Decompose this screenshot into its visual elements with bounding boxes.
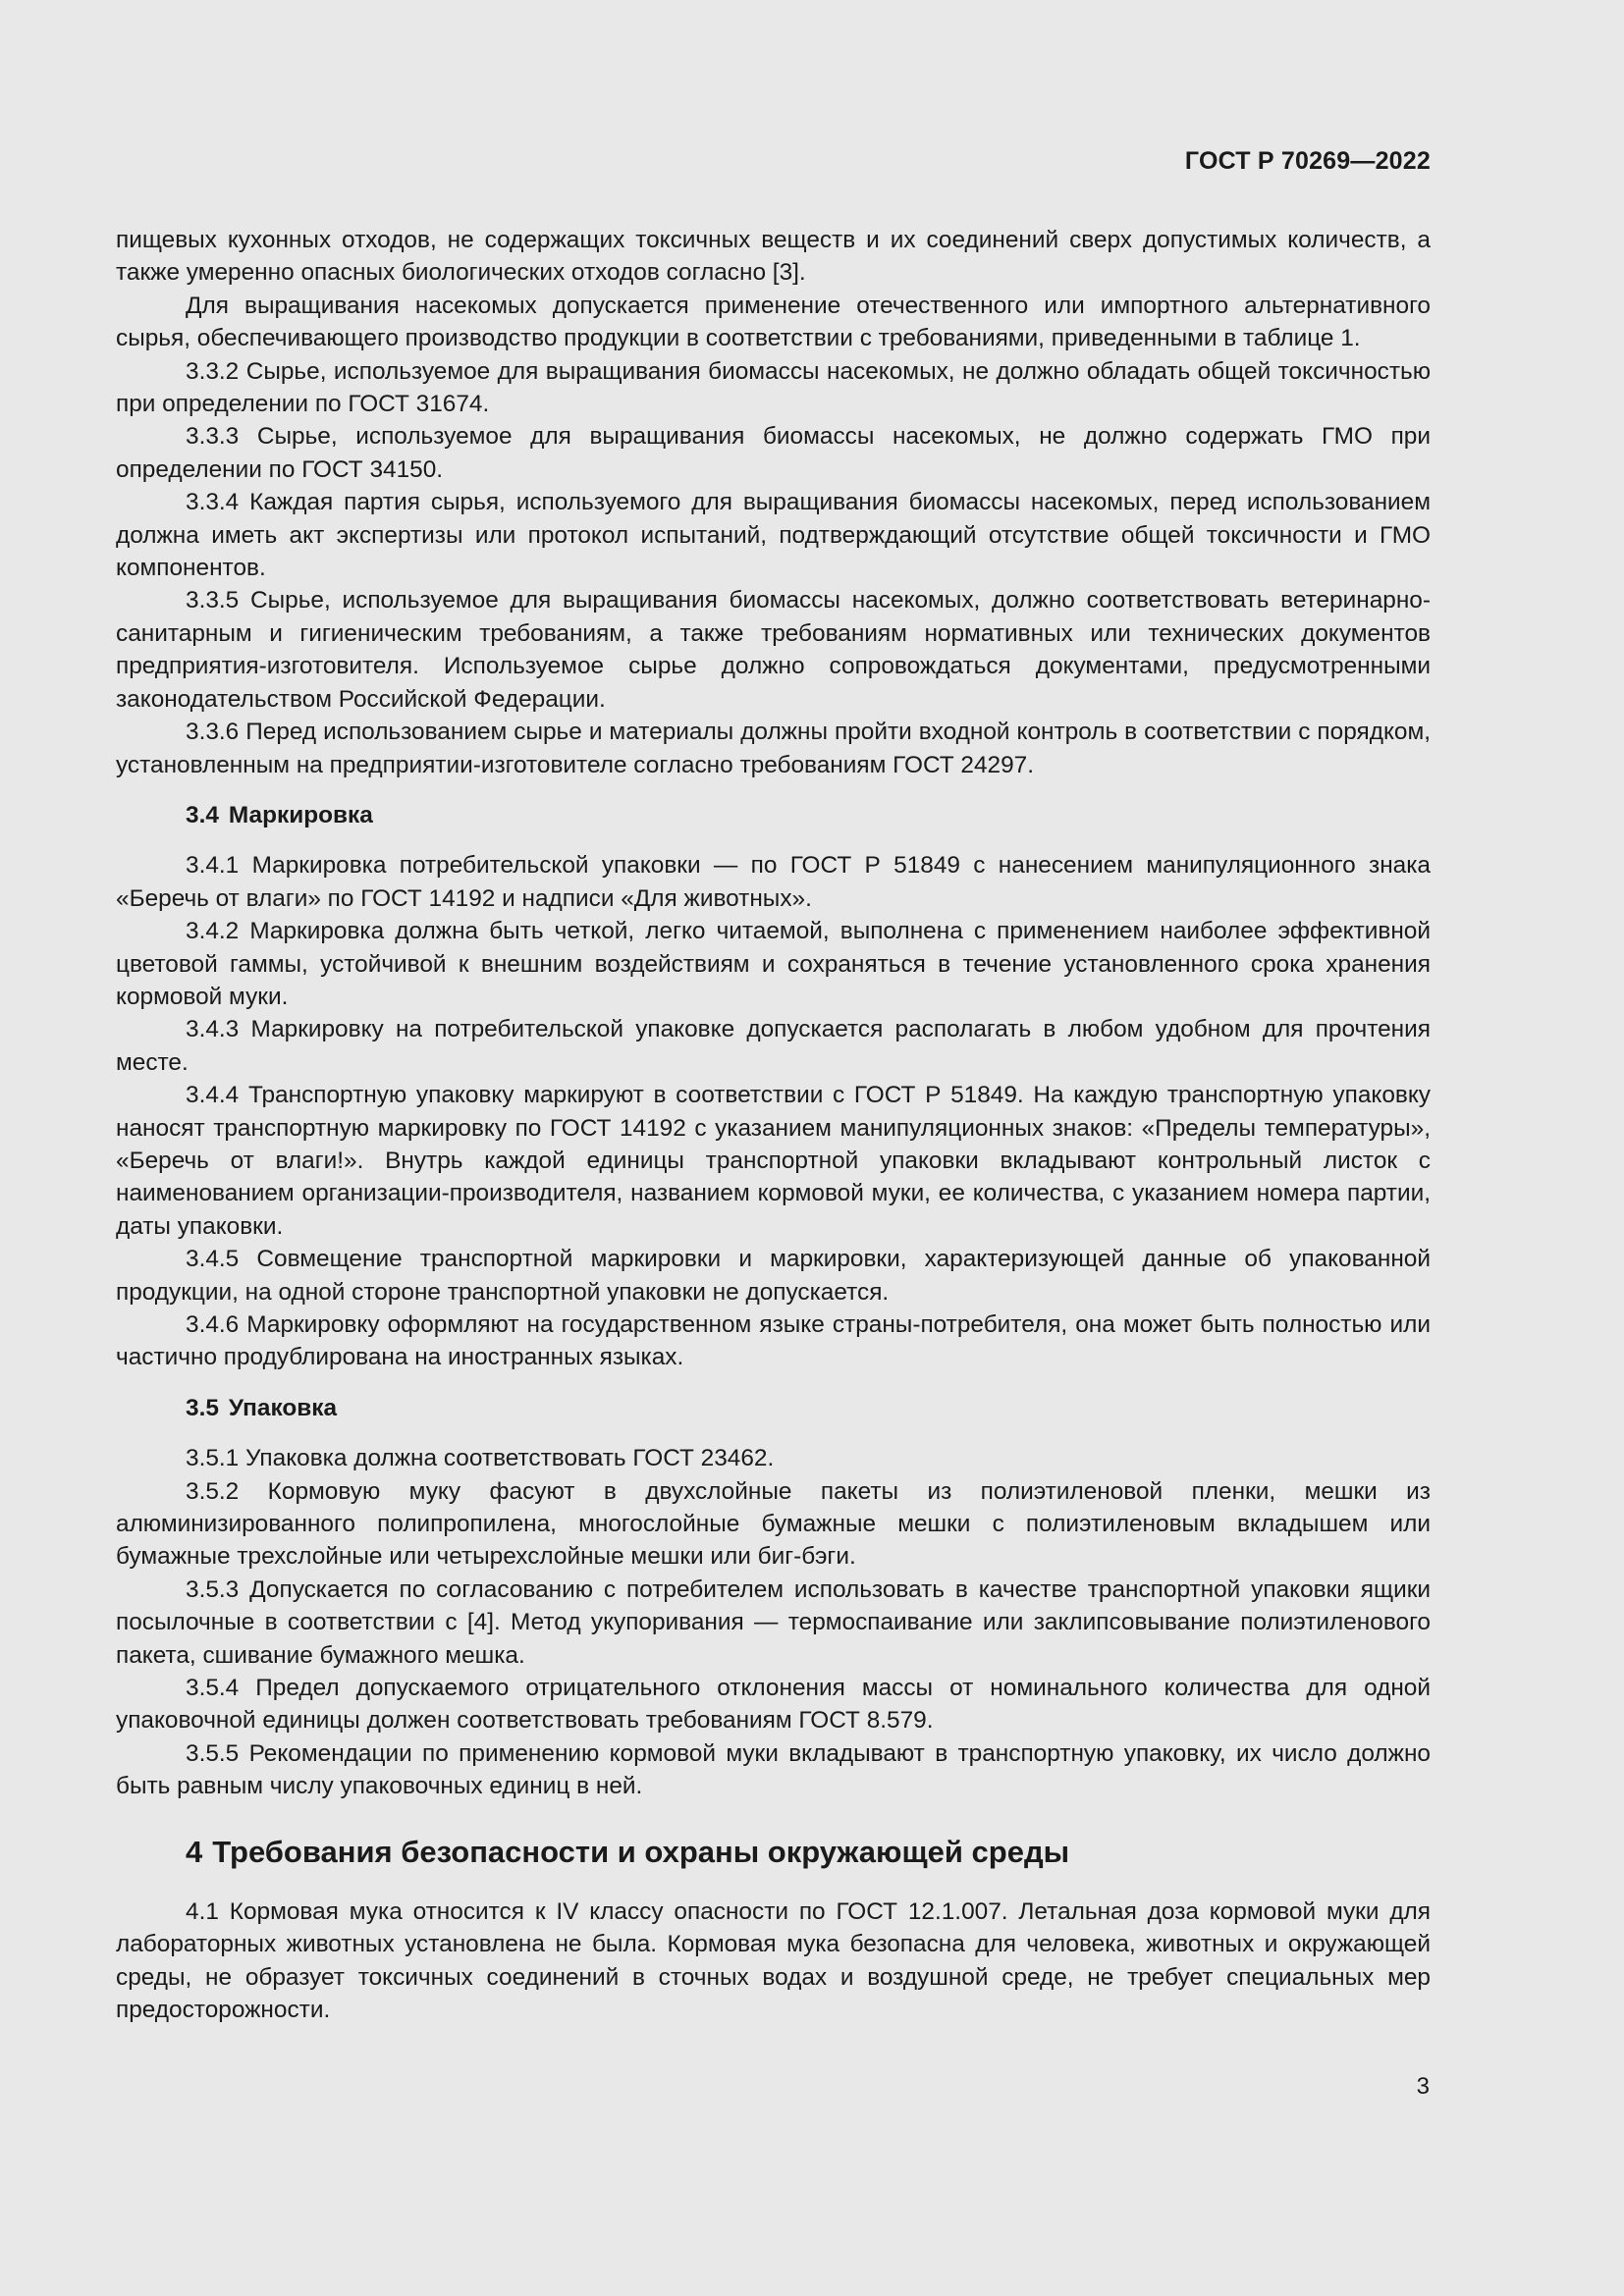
clause-3-5-2: 3.5.2 Кормовую муку фасуют в двухслойные пакеты из полиэтиленовой пленки, мешки из алюминизированного полипропилена, многослойные бумажные мешки с полиэтиленовым вкладышем или бумажные трехслойные или четырехслойные мешки или биг-бэги.	[116, 1477, 1431, 1571]
chapter-number: 4	[186, 1834, 203, 1869]
section-heading-3-5	[116, 1392, 1431, 1424]
chapter-heading-4	[116, 1833, 1431, 1872]
clause-3-5-1: 3.5.1 Упаковка должна соответствовать ГОСТ 23462.	[186, 1445, 775, 1472]
clause-3-4-4: 3.4.4 Транспортную упаковку маркируют в соответствии с ГОСТ Р 51849. На каждую транспортную упаковку наносят транспортную маркировку по ГОСТ 14192 с указанием манипуляционных знаков: «Пределы температуры», «Беречь от влаги!». Внутрь каждой единицы транспортной упаковки вкладывают контрольный листок с наименованием организации-производителя, названием кормовой муки, ее количества, с указанием номера партии, даты упаковки.	[116, 1082, 1431, 1240]
chapter-title: Требования безопасности и охраны окружающей среды	[212, 1834, 1070, 1869]
clause-3-4-6: 3.4.6 Маркировку оформляют на государственном языке страны-потребителя, она может быть полностью или частично продублирована на иностранных языках.	[116, 1311, 1431, 1371]
section-number: 3.4	[186, 801, 219, 828]
clause-3-3-5: 3.3.5 Сырье, используемое для выращивания биомассы насекомых, должно соответствовать ветеринарно-санитарным и гигиеническим требованиям, а также требованиям нормативных или технических документов предприятия-изготовителя. Используемое сырье должно сопровождаться документами, предусмотренными законодательством Российской Федерации.	[116, 587, 1431, 713]
clause-3-5-3: 3.5.3 Допускается по согласованию с потребителем использовать в качестве транспортной упаковки ящики посылочные в соответствии с [4]. Метод укупоривания — термоспаивание или заклипсовывание полиэтиленового пакета, сшивание бумажного мешка.	[116, 1575, 1431, 1669]
clause-3-4-3: 3.4.3 Маркировку на потребительской упаковке допускается располагать в любом удобном для прочтения месте.	[116, 1016, 1431, 1076]
clause-3-5-5: 3.5.5 Рекомендации по применению кормовой муки вкладывают в транспортную упаковку, их число должно быть равным числу упаковочных единиц в ней.	[116, 1739, 1431, 1800]
clause-3-3-2: 3.3.2 Сырье, используемое для выращивания биомассы насекомых, не должно обладать общей токсичностью при определении по ГОСТ 31674.	[116, 357, 1431, 418]
clause-4-1: 4.1 Кормовая мука относится к IV классу опасности по ГОСТ 12.1.007. Летальная доза кормовой муки для лабораторных животных установлена не была. Кормовая мука безопасна для человека, животных и окружающей среды, не образует токсичных соединений в сточных водах и воздушной среде, не требует специальных мер предосторожности.	[116, 1897, 1431, 2023]
clause-3-3-3: 3.3.3 Сырье, используемое для выращивания биомассы насекомых, не должно содержать ГМО при определении по ГОСТ 34150.	[116, 423, 1431, 483]
page-number: 3	[1416, 2073, 1430, 2100]
clause-3-5-4: 3.5.4 Предел допускаемого отрицательного отклонения массы от номинального количества для одной упаковочной единицы должен соответствовать требованиям ГОСТ 8.579.	[116, 1675, 1431, 1735]
section-heading-3-4	[116, 799, 1431, 831]
clause-3-4-1: 3.4.1 Маркировка потребительской упаковки — по ГОСТ Р 51849 с нанесением манипуляционного знака «Беречь от влаги» по ГОСТ 14192 и надписи «Для животных».	[116, 852, 1431, 912]
clause-3-3-4: 3.3.4 Каждая партия сырья, используемого для выращивания биомассы насекомых, перед использованием должна иметь акт экспертизы или протокол испытаний, подтверждающий отсутствие общей токсичности и ГМО компонентов.	[116, 489, 1431, 582]
clause-3-4-5: 3.4.5 Совмещение транспортной маркировки и маркировки, характеризующей данные об упакованной продукции, на одной стороне транспортной упаковки не допускается.	[116, 1246, 1431, 1306]
paragraph: Для выращивания насекомых допускается применение отечественного или импортного альтернативного сырья, обеспечивающего производство продукции в соответствии с требованиями, приведенными в таблице 1.	[116, 292, 1431, 352]
clause-3-3-6: 3.3.6 Перед использованием сырье и материалы должны пройти входной контроль в соответствии с порядком, установленным на предприятии-изготовителе согласно требованиям ГОСТ 24297.	[116, 719, 1431, 778]
document-body	[116, 224, 1431, 2026]
document-id-header: ГОСТ Р 70269—2022	[1184, 147, 1431, 175]
section-title: Маркировка	[228, 801, 373, 828]
paragraph-continuation: пищевых кухонных отходов, не содержащих токсичных веществ и их соединений сверх допустимых количеств, а также умеренно опасных биологических отходов согласно [3].	[116, 227, 1431, 287]
section-title: Упаковка	[228, 1394, 338, 1421]
section-number: 3.5	[186, 1394, 219, 1421]
clause-3-4-2: 3.4.2 Маркировка должна быть четкой, легко читаемой, выполнена с применением наиболее эффективной цветовой гаммы, устойчивой к внешним воздействиям и сохраняться в течение установленного срока хранения кормовой муки.	[116, 918, 1431, 1010]
